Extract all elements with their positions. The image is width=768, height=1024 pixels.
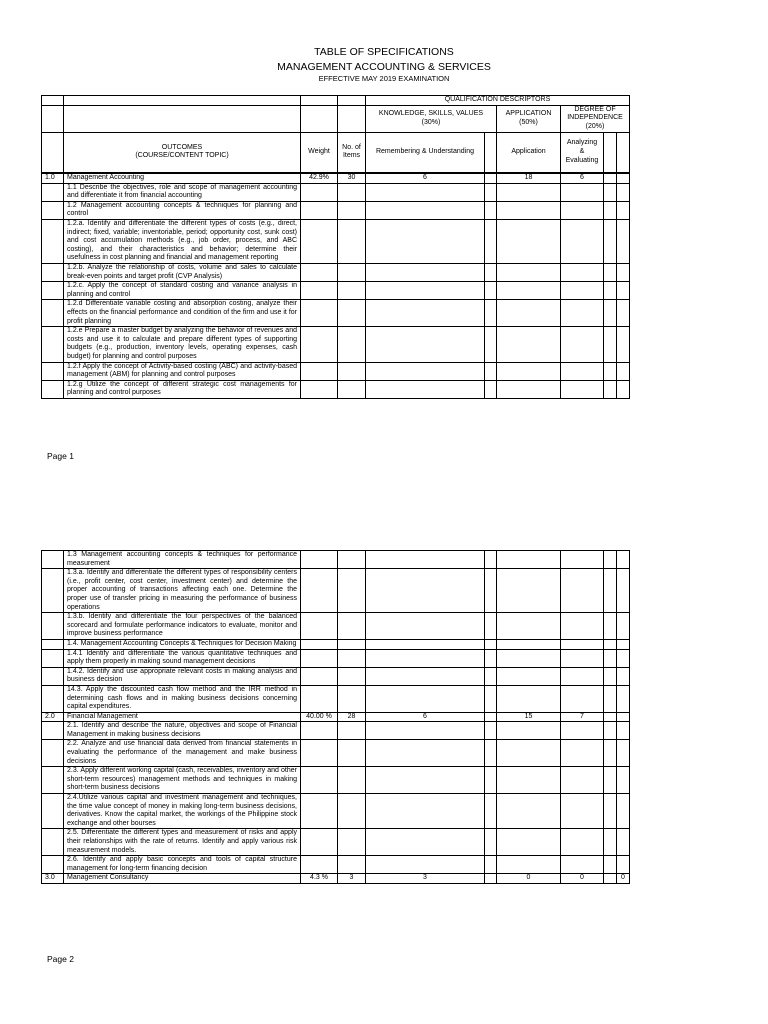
extra-cell [617, 794, 630, 829]
table-row [42, 201, 630, 219]
outcome-text: 1.4. Management Accounting Concepts & Techniques for Decision Making [64, 639, 301, 649]
items-cell [338, 551, 366, 569]
spacer-cell [604, 282, 617, 300]
ksv-cell: 6 [366, 712, 485, 722]
ksv-cell [366, 856, 485, 874]
row-number [42, 201, 64, 219]
table-row [42, 712, 630, 722]
table-row [42, 649, 630, 667]
spacer-cell [485, 767, 497, 794]
outcome-text: 2.6. Identify and apply basic concepts and tools of capital structure management for long-term financing decision [64, 856, 301, 874]
spacer-cell [485, 613, 497, 640]
weight-cell [301, 380, 338, 398]
independence-cell [561, 380, 604, 398]
row-number [42, 685, 64, 712]
spacer-cell [485, 264, 497, 282]
application-cell [497, 794, 561, 829]
extra-cell [617, 649, 630, 667]
items-cell: 30 [338, 173, 366, 183]
independence-cell [561, 362, 604, 380]
outcome-text: 1.2.f Apply the concept of Activity-based costing (ABC) and activity-based management (ABM) for planning and control purposes [64, 362, 301, 380]
document-subtitle: MANAGEMENT ACCOUNTING & SERVICES [277, 61, 491, 73]
table-row [42, 327, 630, 362]
outcome-text: 1.3 Management accounting concepts & techniques for performance measurement [64, 551, 301, 569]
independence-cell: 0 [561, 874, 604, 884]
spacer-cell [604, 712, 617, 722]
ksv-cell [366, 220, 485, 264]
application-cell: 0 [497, 874, 561, 884]
weight-cell [301, 362, 338, 380]
application-cell [497, 380, 561, 398]
independence-cell [561, 639, 604, 649]
extra-cell [617, 767, 630, 794]
independence-header: DEGREE OF INDEPENDENCE (20%) [561, 105, 630, 132]
independence-cell [561, 300, 604, 327]
extra-cell [617, 685, 630, 712]
spacer-cell [604, 551, 617, 569]
spacer-cell [604, 829, 617, 856]
weight-cell [301, 551, 338, 569]
row-number: 3.0 [42, 874, 64, 884]
spacer-cell [604, 201, 617, 219]
spacer-cell [485, 380, 497, 398]
weight-cell [301, 740, 338, 767]
spacer-cell [604, 649, 617, 667]
outcome-text: 1.2.e Prepare a master budget by analyzing the behavior of revenues and costs and use it to calculate and prepare different types of supporting budgets (e.g., production, inventory levels, operating expenses, cash budget) for planning and control purposes [64, 327, 301, 362]
row-number [42, 667, 64, 685]
qualification-descriptors-header: QUALIFICATION DESCRIPTORS [366, 96, 630, 106]
table-row [42, 569, 630, 613]
application-cell: 18 [497, 173, 561, 183]
extra-cell [617, 220, 630, 264]
items-cell [338, 856, 366, 874]
row-number [42, 740, 64, 767]
ksv-cell [366, 551, 485, 569]
spacer-cell [485, 201, 497, 219]
independence-cell [561, 569, 604, 613]
independence-cell [561, 282, 604, 300]
application-cell [497, 282, 561, 300]
extra-cell [617, 722, 630, 740]
independence-cell [561, 740, 604, 767]
extra-cell [617, 201, 630, 219]
items-cell [338, 767, 366, 794]
outcomes-label: OUTCOMES [161, 143, 203, 151]
weight-cell [301, 794, 338, 829]
application-cell [497, 201, 561, 219]
row-number [42, 569, 64, 613]
outcome-text: 2.1. Identify and describe the nature, objectives and scope of Financial Management in making business decisions [64, 722, 301, 740]
spacer-cell [604, 183, 617, 201]
row-number [42, 639, 64, 649]
application-cell: 15 [497, 712, 561, 722]
weight-cell [301, 300, 338, 327]
application-cell [497, 362, 561, 380]
table-row [42, 300, 630, 327]
table-row [42, 362, 630, 380]
ksv-cell [366, 639, 485, 649]
weight-cell [301, 327, 338, 362]
table-row [42, 639, 630, 649]
items-cell [338, 380, 366, 398]
spacer-cell [604, 613, 617, 640]
spacer-cell [604, 685, 617, 712]
outcome-text: Financial Management [64, 712, 301, 722]
extra-cell [617, 300, 630, 327]
independence-cell [561, 685, 604, 712]
weight-cell [301, 639, 338, 649]
ksv-header: KNOWLEDGE, SKILLS, VALUES (30%) [366, 105, 497, 132]
application-cell [497, 569, 561, 613]
extra-cell [617, 856, 630, 874]
table-row [42, 685, 630, 712]
application-cell [497, 613, 561, 640]
extra-cell [617, 569, 630, 613]
table-row [42, 282, 630, 300]
independence-cell [561, 201, 604, 219]
items-cell [338, 201, 366, 219]
row-number [42, 220, 64, 264]
spacer-cell [604, 300, 617, 327]
items-cell [338, 649, 366, 667]
weight-cell [301, 722, 338, 740]
extra-cell [617, 183, 630, 201]
spacer-cell [604, 569, 617, 613]
table-row [42, 829, 630, 856]
items-cell [338, 639, 366, 649]
table-row [42, 874, 630, 884]
table-row [42, 173, 630, 183]
outcome-text: 2.4.Utilize various capital and investment management and techniques, the time value concept of money in making long-term business decisions, derivatives. Know the capital market, the workings of the Philippine stock exchange and other bourses [64, 794, 301, 829]
outcome-text: 1.2.c. Apply the concept of standard costing and variance analysis in planning and control [64, 282, 301, 300]
specification-table-page1 [41, 95, 630, 399]
ksv-cell [366, 767, 485, 794]
spacer-cell [604, 856, 617, 874]
weight-cell [301, 829, 338, 856]
items-cell [338, 220, 366, 264]
application-header: APPLICATION (50%) [497, 105, 561, 132]
items-cell: 3 [338, 874, 366, 884]
row-number [42, 282, 64, 300]
independence-cell [561, 722, 604, 740]
weight-cell [301, 667, 338, 685]
items-cell [338, 183, 366, 201]
extra-cell [617, 639, 630, 649]
outcome-text: 1.4.1 Identify and differentiate the various quantitative techniques and apply them properly in making sound management decisions [64, 649, 301, 667]
ksv-cell [366, 740, 485, 767]
row-number [42, 327, 64, 362]
page-label-1: Page 1 [47, 451, 74, 461]
row-number [42, 856, 64, 874]
extra-cell [617, 712, 630, 722]
spacer-cell [485, 874, 497, 884]
row-number [42, 264, 64, 282]
table-row [42, 767, 630, 794]
spacer-cell [485, 685, 497, 712]
extra-cell [617, 613, 630, 640]
extra-cell [617, 362, 630, 380]
spacer-cell [604, 327, 617, 362]
outcome-text: 1.3.a. Identify and differentiate the different types of responsibility centers (i.e., profit center, cost center, investment center) and determine the proper accounting of transactions affecting each one. Determine the proper use of transfer pricing in measuring the performance of business operations [64, 569, 301, 613]
ksv-cell [366, 380, 485, 398]
row-number [42, 794, 64, 829]
outcome-text: 2.5. Differentiate the different types and measurement of risks and apply their relationships with the rate of returns. Identify and apply various risk measurement models. [64, 829, 301, 856]
spacer-cell [485, 667, 497, 685]
spacer-cell [485, 183, 497, 201]
ksv-cell [366, 300, 485, 327]
outcome-text: 2.3. Apply different working capital (cash, receivables, inventory and other short-term resources) management methods and techniques in making short-term business decisions [64, 767, 301, 794]
spacer-cell [485, 712, 497, 722]
independence-cell [561, 264, 604, 282]
items-cell: 28 [338, 712, 366, 722]
document-title: TABLE OF SPECIFICATIONS [314, 46, 454, 58]
weight-cell [301, 220, 338, 264]
row-number [42, 649, 64, 667]
weight-cell [301, 613, 338, 640]
spacer-cell [485, 173, 497, 183]
spacer-cell [604, 264, 617, 282]
items-cell [338, 685, 366, 712]
ksv-cell [366, 667, 485, 685]
table-row [42, 740, 630, 767]
row-number [42, 300, 64, 327]
items-cell [338, 722, 366, 740]
independence-cell: 6 [561, 173, 604, 183]
application-cell [497, 740, 561, 767]
spacer-cell [485, 722, 497, 740]
weight-cell [301, 856, 338, 874]
independence-cell [561, 220, 604, 264]
extra-cell [617, 829, 630, 856]
table-row [42, 794, 630, 829]
weight-cell [301, 201, 338, 219]
spacer-cell [604, 639, 617, 649]
outcome-text: 1.4.2. Identify and use appropriate relevant costs in making analysis and business decision [64, 667, 301, 685]
weight-cell [301, 569, 338, 613]
spacer-cell [485, 300, 497, 327]
items-cell [338, 264, 366, 282]
extra-cell [617, 327, 630, 362]
spacer-cell [485, 649, 497, 667]
application-cell [497, 551, 561, 569]
weight-cell [301, 649, 338, 667]
ksv-cell: 3 [366, 874, 485, 884]
table-row [42, 667, 630, 685]
ksv-cell [366, 183, 485, 201]
table-row [42, 551, 630, 569]
application-cell [497, 767, 561, 794]
items-cell [338, 327, 366, 362]
items-cell [338, 362, 366, 380]
specification-table-page2 [41, 550, 630, 884]
weight-cell [301, 767, 338, 794]
items-cell [338, 667, 366, 685]
items-cell [338, 569, 366, 613]
row-number: 1.0 [42, 173, 64, 183]
table-row [42, 856, 630, 874]
ksv-cell [366, 649, 485, 667]
application-cell [497, 856, 561, 874]
ksv-cell [366, 327, 485, 362]
spacer-cell [604, 362, 617, 380]
spacer-cell [604, 722, 617, 740]
application-cell [497, 722, 561, 740]
outcome-text: 1.2.d Differentiate variable costing and absorption costing, analyze their effects on the financial performance and condition of the firm and use it for profit planning [64, 300, 301, 327]
weight-cell [301, 264, 338, 282]
weight-cell [301, 183, 338, 201]
spacer-cell [604, 667, 617, 685]
row-number: 2.0 [42, 712, 64, 722]
application-cell [497, 649, 561, 667]
extra-cell [617, 173, 630, 183]
remembering-header: Remembering & Understanding [366, 132, 485, 173]
application-cell [497, 220, 561, 264]
spacer-cell [485, 794, 497, 829]
ksv-cell [366, 722, 485, 740]
row-number [42, 767, 64, 794]
weight-cell [301, 282, 338, 300]
extra-cell [617, 380, 630, 398]
items-cell [338, 794, 366, 829]
table-row [42, 183, 630, 201]
weight-cell: 40.00 % [301, 712, 338, 722]
ksv-cell [366, 569, 485, 613]
extra-cell [617, 740, 630, 767]
weight-cell [301, 685, 338, 712]
independence-cell [561, 649, 604, 667]
independence-cell [561, 183, 604, 201]
analyzing-header: Analyzing & Evaluating [561, 132, 604, 173]
spacer-cell [604, 794, 617, 829]
outcome-text: 1.2 Management accounting concepts & techniques for planning and control [64, 201, 301, 219]
items-header: No. of Items [338, 132, 366, 173]
independence-cell [561, 794, 604, 829]
row-number [42, 380, 64, 398]
application-col-header: Application [497, 132, 561, 173]
spacer-cell [485, 551, 497, 569]
spacer-cell [485, 639, 497, 649]
row-number [42, 829, 64, 856]
outcome-text: 1.1 Describe the objectives, role and scope of management accounting and differentiate it from financial accounting [64, 183, 301, 201]
course-topic-label: (COURSE/CONTENT TOPIC) [135, 152, 229, 160]
spacer-cell [604, 380, 617, 398]
outcome-text: 1.2.a. Identify and differentiate the different types of costs (e.g., direct, indirect; fixed, variable; inventoriable, period; opportunity cost, sunk cost) and cost accumulation methods (e.g., job order, process, and ABC costing), and their characteristics and behavior; determine their usefulness in cost planning and financial and management reporting [64, 220, 301, 264]
extra-cell [617, 667, 630, 685]
spacer-cell [485, 282, 497, 300]
spacer-cell [604, 173, 617, 183]
ksv-cell [366, 829, 485, 856]
table-row [42, 220, 630, 264]
table-row [42, 380, 630, 398]
items-cell [338, 300, 366, 327]
table-row [42, 264, 630, 282]
extra-cell: 0 [617, 874, 630, 884]
row-number [42, 722, 64, 740]
spacer-cell [604, 767, 617, 794]
spacer-cell [485, 220, 497, 264]
items-cell [338, 613, 366, 640]
spacer-cell [485, 362, 497, 380]
application-cell [497, 829, 561, 856]
row-number [42, 362, 64, 380]
ksv-cell [366, 201, 485, 219]
table-row [42, 613, 630, 640]
spacer-cell [604, 874, 617, 884]
row-number [42, 183, 64, 201]
outcome-text: 1.2.b. Analyze the relationship of costs, volume and sales to calculate break-even points and target profit (CVP Analysis) [64, 264, 301, 282]
independence-cell [561, 829, 604, 856]
ksv-cell [366, 362, 485, 380]
application-cell [497, 639, 561, 649]
application-cell [497, 183, 561, 201]
outcome-text: 1.3.b. Identify and differentiate the four perspectives of the balanced scorecard and formulate performance indicators to evaluate, monitor and improve business performance [64, 613, 301, 640]
spacer-cell [485, 569, 497, 613]
spacer-cell [485, 829, 497, 856]
outcome-text: Management Accounting [64, 173, 301, 183]
ksv-cell [366, 264, 485, 282]
outcome-text: 1.2.g Utilize the concept of different strategic cost managements for planning and control purposes [64, 380, 301, 398]
ksv-cell: 6 [366, 173, 485, 183]
items-cell [338, 282, 366, 300]
independence-cell: 7 [561, 712, 604, 722]
independence-cell [561, 767, 604, 794]
independence-cell [561, 551, 604, 569]
effective-date: EFFECTIVE MAY 2019 EXAMINATION [318, 74, 450, 83]
outcome-text: 14.3. Apply the discounted cash flow method and the IRR method in determining cash flows and in making business decisions concerning capital expenditures. [64, 685, 301, 712]
ksv-cell [366, 794, 485, 829]
items-cell [338, 740, 366, 767]
ksv-cell [366, 685, 485, 712]
spacer-cell [485, 740, 497, 767]
spacer-cell [604, 740, 617, 767]
application-cell [497, 685, 561, 712]
ksv-cell [366, 282, 485, 300]
page-label-2: Page 2 [47, 954, 74, 964]
weight-header: Weight [301, 132, 338, 173]
items-cell [338, 829, 366, 856]
spacer-cell [485, 856, 497, 874]
application-cell [497, 667, 561, 685]
spacer-cell [485, 327, 497, 362]
row-number [42, 551, 64, 569]
outcome-text: 2.2. Analyze and use financial data derived from financial statements in evaluating the performance of the management and make business decisions [64, 740, 301, 767]
spacer-cell [604, 220, 617, 264]
table-row [42, 722, 630, 740]
outcome-text: Management Consultancy [64, 874, 301, 884]
independence-cell [561, 327, 604, 362]
ksv-cell [366, 613, 485, 640]
extra-cell [617, 551, 630, 569]
extra-cell [617, 282, 630, 300]
weight-cell: 42.9% [301, 173, 338, 183]
independence-cell [561, 613, 604, 640]
application-cell [497, 327, 561, 362]
weight-cell: 4.3 % [301, 874, 338, 884]
application-cell [497, 264, 561, 282]
independence-cell [561, 856, 604, 874]
row-number [42, 613, 64, 640]
application-cell [497, 300, 561, 327]
independence-cell [561, 667, 604, 685]
extra-cell [617, 264, 630, 282]
outcomes-header [64, 132, 301, 173]
